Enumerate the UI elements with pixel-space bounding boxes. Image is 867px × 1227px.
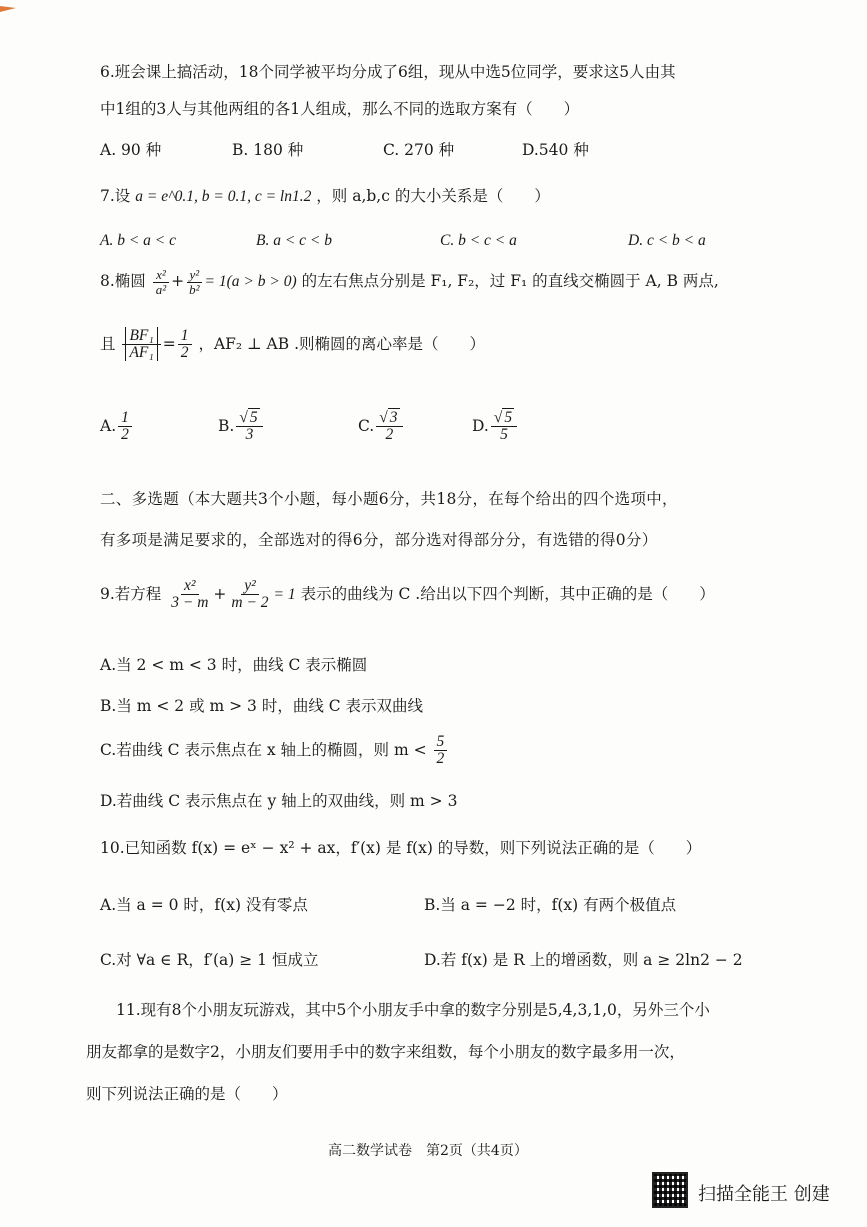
- q10-stem: 10.已知函数 f(x) = eˣ − x² + ax，f′(x) 是 f(x) 的导数，则下列说法正确的是（ ）: [100, 839, 702, 857]
- q9-suffix: 表示的曲线为 C .给出以下四个判断，其中正确的是（ ）: [300, 584, 715, 603]
- q11-line3: 则下列说法正确的是（ ）: [86, 1085, 288, 1103]
- q10-option-b: B.当 a = −2 时，f(x) 有两个极值点: [424, 896, 677, 914]
- q7-expression: a = e^0.1, b = 0.1, c = ln1.2: [135, 188, 312, 205]
- q9-stem: 9.若方程 $\frac{\text{x²}}{3 - m}$ + $\frac{\text{y²}}{m - 2}$ = 1 表示的曲线为 C .给出以下四个判断，其中正确的是（ ）: [100, 577, 715, 612]
- q7-suffix: ，则 a,b,c 的大小关系是（ ）: [316, 187, 550, 205]
- q6-option-c: C. 270 种: [383, 141, 455, 159]
- page-footer: 高二数学试卷 第2页（共4页）: [328, 1143, 528, 1159]
- q8-ratio-value: $\frac{1}{2}$: [178, 328, 192, 362]
- q7-option-d: D. c < b < a: [628, 232, 706, 249]
- q9-option-a: A.当 2 < m < 3 时，曲线 C 表示椭圆: [100, 656, 368, 674]
- q6-option-b: B. 180 种: [232, 141, 304, 159]
- q8-ratio-fraction: $\frac{\text{BF₁}}{\text{AF₁}}$: [122, 328, 160, 362]
- q11-line2: 朋友都拿的是数字2，小朋友们要用手中的数字来组数，每个小朋友的数字最多用一次，: [86, 1043, 685, 1061]
- section2-heading-line1: 二、多选题（本大题共3个小题，每小题6分，共18分，在每个给出的四个选项中，: [100, 490, 678, 508]
- q7-option-a: A. b < a < c: [100, 232, 177, 249]
- q6-option-d: D.540 种: [522, 141, 589, 159]
- scanner-brand-label: 扫描全能王 创建: [698, 1184, 830, 1205]
- q8-line2-suffix: ，AF₂ ⊥ AB .则椭圆的离心率是（ ）: [198, 334, 486, 353]
- q6-option-a: A. 90 种: [100, 141, 162, 159]
- q10-option-a: A.当 a = 0 时，f(x) 没有零点: [100, 896, 308, 914]
- q7-option-b: B. a < c < b: [256, 232, 333, 249]
- q8-stem-line1: 8.椭圆 $\frac{\text{x²}}{\text{a²}}$ + $\frac{\text{y²}}{\text{b²}}$ = 1(a > b > 0) 的左右焦点分别是 F₁, F₂，过 F₁ 的直线交椭圆于 A, B 两点,: [100, 267, 719, 297]
- q6-line2: 中1组的3人与其他两组的各1人组成，那么不同的选取方案有（ ）: [100, 100, 580, 118]
- q8-stem-line2: 且 $\frac{\text{BF₁}}{\text{AF₁}}$ = $\frac{1}{2}$ ，AF₂ ⊥ AB .则椭圆的离心率是（ ）: [100, 327, 486, 362]
- q8-option-b: B. $\frac{√ 5}{3}$: [218, 410, 265, 444]
- corner-mark-icon: [0, 6, 16, 12]
- section2-heading-line2: 有多项是满足要求的，全部选对的得6分，部分选对得部分分，有选错的得0分）: [100, 531, 658, 549]
- q8-option-d: D. $\frac{√ 5}{5}$: [472, 410, 519, 444]
- q8-ellipse-y-term: $\frac{\text{y²}}{\text{b²}}$: [186, 268, 202, 296]
- q9-prefix: 9.若方程: [100, 584, 162, 603]
- q8-prefix: 8.椭圆: [100, 272, 146, 291]
- q9-option-d: D.若曲线 C 表示焦点在 y 轴上的双曲线，则 m > 3: [100, 792, 458, 810]
- q11-line1: 11.现有8个小朋友玩游戏，其中5个小朋友手中拿的数字分别是5,4,3,1,0，另外三个小: [116, 1001, 710, 1019]
- qr-code-icon: [652, 1172, 688, 1208]
- q8-option-a: A. $\frac{1}{2}$: [100, 410, 134, 444]
- q8-option-c: C. $\frac{√ 3}{2}$: [358, 410, 405, 444]
- q10-option-c: C.对 ∀a ∈ R，f′(a) ≥ 1 恒成立: [100, 951, 319, 969]
- q10-option-d: D.若 f(x) 是 R 上的增函数，则 a ≥ 2ln2 − 2: [424, 951, 743, 969]
- q8-line2-prefix: 且: [100, 334, 116, 353]
- q7-prefix: 7.设: [100, 187, 131, 205]
- q7-stem: [100, 184, 550, 206]
- q9-option-c: C.若曲线 C 表示焦点在 x 轴上的椭圆，则 m < $\frac{5}{2}$: [100, 734, 449, 768]
- q9-option-b: B.当 m < 2 或 m > 3 时，曲线 C 表示双曲线: [100, 697, 424, 715]
- q6-line1: 6.班会课上搞活动，18个同学被平均分成了6组，现从中选5位同学，要求这5人由其: [100, 63, 676, 81]
- q8-ellipse-x-term: $\frac{\text{x²}}{\text{a²}}$: [153, 268, 169, 296]
- q8-suffix: 的左右焦点分别是 F₁, F₂，过 F₁ 的直线交椭圆于 A, B 两点,: [301, 272, 719, 291]
- q7-option-c: C. b < c < a: [440, 232, 517, 249]
